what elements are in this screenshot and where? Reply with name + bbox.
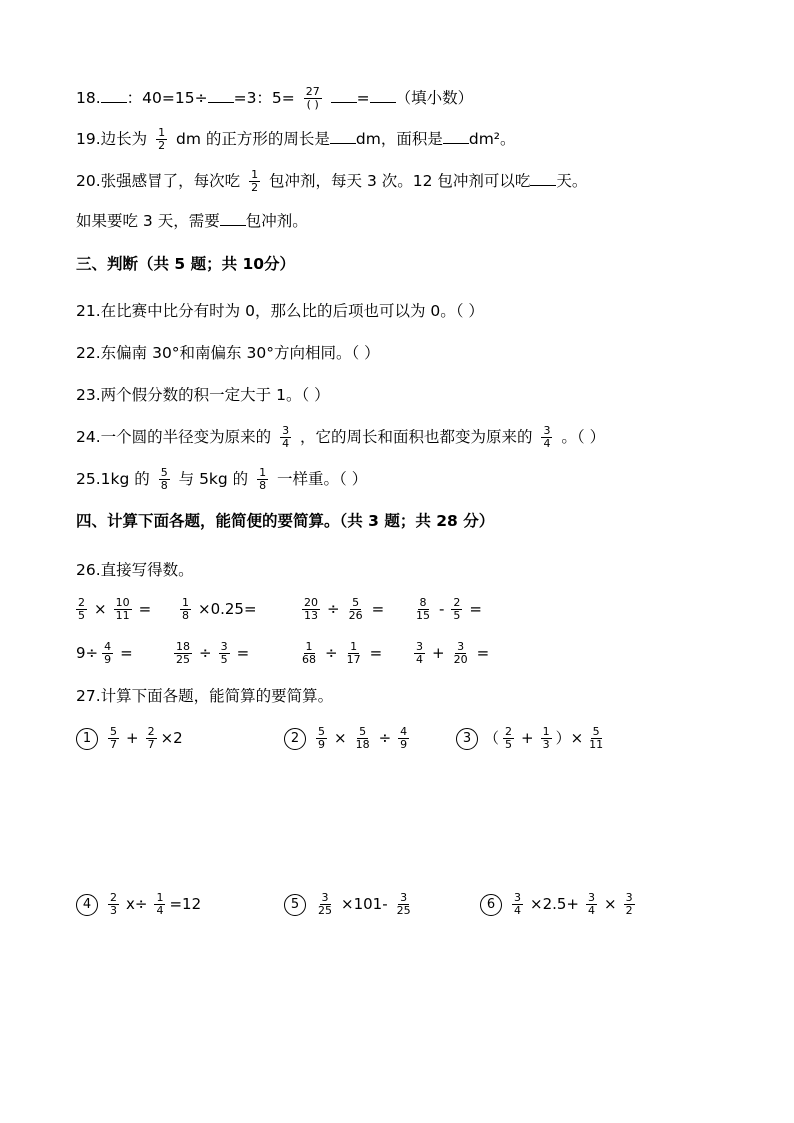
q19-text-d: dm²。 (468, 130, 516, 148)
fraction (174, 641, 192, 666)
fraction (541, 726, 552, 751)
fraction (154, 892, 165, 917)
fraction-denominator: 2 (251, 181, 259, 194)
math-operator: = (236, 644, 250, 662)
circled-number-6: 6 (480, 894, 502, 916)
calc-r1-3 (298, 597, 387, 622)
circled-number-1: 1 (76, 728, 98, 750)
fraction (108, 726, 119, 751)
question-22: 22.东偏南 30°和南偏东 30°方向相同。（ ） (76, 344, 380, 362)
fraction-denominator: 2 (158, 139, 166, 152)
fraction-denominator: 2 (625, 904, 633, 917)
fraction-denominator: 9 (400, 738, 408, 751)
calc-r2-3 (296, 641, 385, 666)
calc-r1-2 (176, 597, 260, 622)
circled-number-4: 4 (76, 894, 98, 916)
question-26: 26.直接写得数。 (76, 561, 194, 579)
q24-text-b: ，它的周长和面积也都变为原来的 (300, 428, 533, 446)
question-20-continued (76, 210, 308, 232)
fraction-denominator: 4 (156, 904, 164, 917)
fraction-numerator: 1 (182, 596, 189, 609)
q24-fraction-1 (280, 425, 291, 450)
q20-text-c: 天。 (556, 172, 588, 190)
q25-text-b: 与 5kg 的 (178, 470, 249, 488)
fraction-denominator: 13 (304, 609, 318, 622)
fraction (108, 892, 119, 917)
fraction-numerator: 2 (147, 725, 155, 738)
calc-item-1 (76, 726, 183, 751)
fraction-numerator: 4 (400, 725, 408, 738)
fraction (414, 597, 432, 622)
fraction (586, 892, 597, 917)
calc-r2-4 (410, 641, 492, 666)
fraction-numerator: 3 (282, 424, 290, 437)
q18-text-d: = (356, 89, 370, 107)
calc-item-2 (284, 726, 413, 751)
q25-fraction-1 (159, 467, 170, 492)
q19-fraction (156, 127, 167, 152)
question-25 (76, 467, 367, 492)
circled-number-2: 2 (284, 728, 306, 750)
fraction-denominator: 4 (416, 653, 423, 666)
fraction-denominator: 26 (348, 609, 363, 622)
fraction (76, 597, 87, 622)
fraction-denominator: 4 (282, 437, 290, 450)
q18-blank-1[interactable] (101, 88, 127, 103)
question-19 (76, 127, 516, 152)
fraction-denominator: 9 (318, 738, 325, 751)
math-operator: + (126, 729, 139, 747)
fraction-denominator: 25 (176, 653, 190, 666)
math-operator: = (120, 644, 133, 662)
fraction-denominator: 11 (589, 738, 604, 751)
q18-text-b: ：40=15÷ (126, 89, 208, 107)
fraction-numerator: 2 (78, 596, 85, 609)
q20-fraction (249, 169, 260, 194)
math-operator: - (439, 600, 445, 618)
circled-number-3: 3 (456, 728, 478, 750)
fraction (219, 641, 230, 666)
fraction-numerator: 8 (419, 596, 427, 609)
fraction-denominator: 3 (542, 738, 550, 751)
q20-text-a: 20.张强感冒了，每次吃 (76, 172, 241, 190)
math-operator: ÷ (378, 729, 392, 747)
math-operator: x÷ (126, 895, 148, 913)
fraction-denominator: 4 (514, 904, 521, 917)
math-operator: × (94, 600, 107, 618)
calc-r2-2 (170, 641, 252, 666)
fraction-numerator: 3 (625, 891, 633, 904)
q18-fraction (304, 86, 322, 111)
fraction (300, 641, 318, 666)
fraction-numerator: 3 (457, 640, 465, 653)
q19-text-b: dm 的正方形的周长是 (176, 130, 330, 148)
q24-fraction-2 (541, 425, 552, 450)
math-operator: = (371, 600, 385, 618)
fraction-denominator: 5 (78, 609, 85, 622)
math-operator: = (476, 644, 490, 662)
fraction (414, 641, 425, 666)
fraction-denominator: 25 (396, 904, 411, 917)
fraction-numerator: 3 (588, 891, 595, 904)
fraction (398, 726, 409, 751)
q18-blank-4[interactable] (370, 88, 396, 103)
fraction (146, 726, 157, 751)
math-operator: ×0.25= (198, 600, 257, 618)
fraction (452, 641, 470, 666)
math-operator: ÷ (325, 644, 338, 662)
fraction-denominator: 25 (318, 904, 332, 917)
fraction (451, 597, 462, 622)
q24-text-a: 24.一个圆的半径变为原来的 (76, 428, 272, 446)
calc-r1-4 (410, 597, 485, 622)
q20b-text-b: 包冲剂。 (245, 212, 308, 230)
q20-blank-1[interactable] (530, 171, 556, 186)
math-operator: × (334, 729, 347, 747)
calc-r2-1 (76, 641, 136, 666)
q19-blank-1[interactable] (330, 129, 356, 144)
question-18 (76, 86, 473, 111)
math-operator: （ (484, 729, 500, 747)
q20b-blank[interactable] (220, 211, 246, 226)
section-3-heading: 三、判断（共 5 题；共 10分） (76, 255, 296, 273)
fraction-denominator: 11 (115, 609, 130, 622)
fraction (354, 726, 372, 751)
fraction-numerator: 5 (160, 466, 168, 479)
fraction (503, 726, 514, 751)
fraction-numerator: 5 (318, 725, 325, 738)
fraction-numerator: 3 (416, 640, 423, 653)
fraction-numerator: 1 (542, 725, 550, 738)
circled-number-5: 5 (284, 894, 306, 916)
q18-blank-3[interactable] (331, 88, 357, 103)
fraction-denominator: 7 (147, 738, 155, 751)
q19-blank-2[interactable] (443, 129, 469, 144)
fraction-numerator: 1 (158, 126, 166, 139)
fraction-numerator: 27 (305, 85, 320, 98)
fraction-numerator: 2 (110, 891, 117, 904)
fraction (180, 597, 191, 622)
fraction-denominator: ( ) (306, 98, 319, 111)
math-operator: = (138, 600, 152, 618)
math-operator: ÷ (199, 644, 212, 662)
fraction-numerator: 5 (359, 725, 367, 738)
fraction-denominator: 5 (453, 609, 461, 622)
calc-r1-1 (76, 597, 154, 622)
math-operator: = (369, 644, 383, 662)
q18-text-c: =3：5= (233, 89, 295, 107)
math-operator: =12 (169, 895, 202, 913)
question-27: 27.计算下面各题，能简算的要简算。 (76, 687, 334, 705)
fraction-numerator: 3 (400, 891, 408, 904)
fraction-numerator: 4 (104, 640, 112, 653)
fraction-denominator: 18 (355, 738, 370, 751)
math-operator: + (432, 644, 445, 662)
q25-text-a: 25.1kg 的 (76, 470, 150, 488)
fraction-numerator: 1 (350, 640, 358, 653)
calc-item-5 (284, 892, 417, 917)
fraction-denominator: 4 (543, 437, 551, 450)
fraction-numerator: 1 (259, 466, 267, 479)
fraction-numerator: 5 (110, 725, 117, 738)
math-operator: ×2.5+ (530, 895, 579, 913)
fraction (316, 892, 334, 917)
question-20 (76, 169, 587, 194)
fraction (624, 892, 635, 917)
fraction-numerator: 18 (176, 640, 190, 653)
fraction-numerator: 20 (304, 596, 318, 609)
calc-item-4 (76, 892, 201, 917)
question-24 (76, 425, 605, 450)
fraction (347, 597, 365, 622)
question-21: 21.在比赛中比分有时为 0，那么比的后项也可以为 0。（ ） (76, 302, 484, 320)
fraction (512, 892, 523, 917)
q25-fraction-2 (257, 467, 268, 492)
fraction-numerator: 1 (305, 640, 313, 653)
math-operator: ÷ (327, 600, 340, 618)
fraction-denominator: 4 (588, 904, 595, 917)
question-23: 23.两个假分数的积一定大于 1。（ ） (76, 386, 330, 404)
fraction (345, 641, 363, 666)
math-operator: 9÷ (76, 644, 99, 662)
q20b-text-a: 如果要吃 3 天，需要 (76, 212, 220, 230)
fraction-numerator: 1 (156, 891, 164, 904)
fraction (114, 597, 132, 622)
fraction-denominator: 3 (110, 904, 117, 917)
fraction-numerator: 3 (543, 424, 551, 437)
calc-item-6 (480, 892, 639, 917)
fraction (395, 892, 413, 917)
fraction-numerator: 10 (115, 596, 130, 609)
q18-label: 18. (76, 89, 101, 107)
fraction-denominator: 8 (160, 479, 168, 492)
q19-text-a: 19.边长为 (76, 130, 148, 148)
fraction-denominator: 5 (505, 738, 513, 751)
fraction-denominator: 20 (453, 653, 468, 666)
fraction-numerator: 2 (453, 596, 461, 609)
fraction (316, 726, 327, 751)
calc-item-3 (456, 726, 609, 751)
fraction-numerator: 2 (505, 725, 513, 738)
fraction-denominator: 17 (346, 653, 361, 666)
fraction-numerator: 5 (592, 725, 600, 738)
section-4-heading: 四、计算下面各题，能简便的要简算。（共 3 题；共 28 分） (76, 512, 495, 530)
q25-text-c: 一样重。（ ） (277, 470, 368, 488)
fraction-numerator: 3 (220, 640, 228, 653)
fraction-denominator: 7 (110, 738, 117, 751)
fraction-denominator: 15 (416, 609, 430, 622)
q19-text-c: dm，面积是 (355, 130, 443, 148)
fraction-numerator: 1 (251, 168, 259, 181)
fraction-denominator: 68 (302, 653, 316, 666)
math-operator: = (469, 600, 482, 618)
fraction-numerator: 5 (352, 596, 360, 609)
fraction-denominator: 9 (104, 653, 112, 666)
fraction (102, 641, 113, 666)
fraction-denominator: 8 (259, 479, 267, 492)
fraction (587, 726, 605, 751)
fraction-denominator: 8 (182, 609, 189, 622)
math-operator: ×2 (160, 729, 183, 747)
fraction (302, 597, 320, 622)
math-operator: ）× (555, 729, 584, 747)
fraction-numerator: 3 (321, 891, 329, 904)
math-operator: × (604, 895, 617, 913)
q24-text-c: 。（ ） (561, 428, 606, 446)
fraction-numerator: 3 (514, 891, 521, 904)
fraction-denominator: 5 (220, 653, 228, 666)
q18-blank-2[interactable] (208, 88, 234, 103)
math-operator: ×101- (341, 895, 388, 913)
q20-text-b: 包冲剂，每天 3 次。12 包冲剂可以吃 (269, 172, 531, 190)
q18-text-e: （填小数） (395, 89, 474, 107)
math-operator: + (521, 729, 534, 747)
